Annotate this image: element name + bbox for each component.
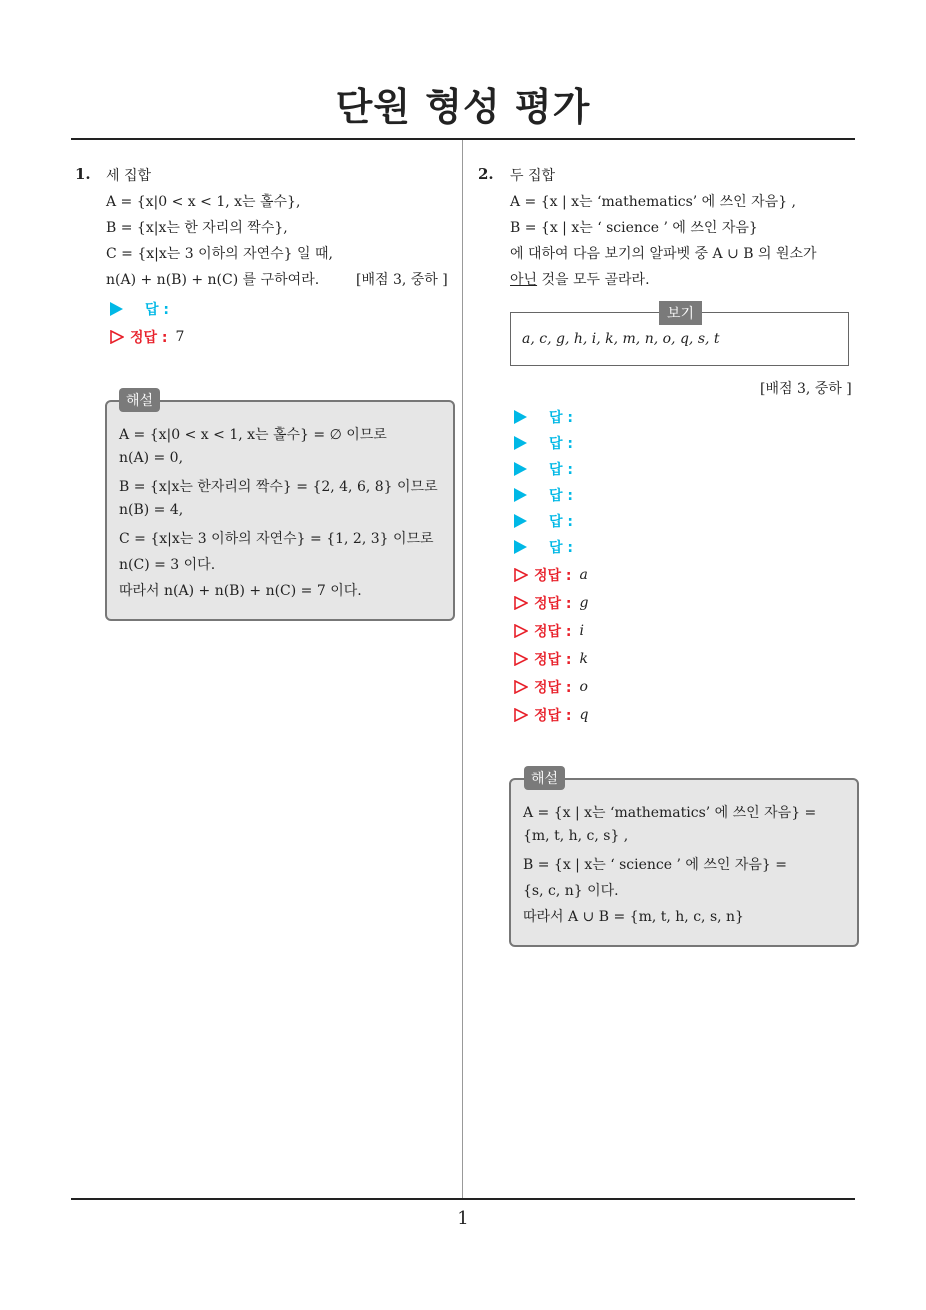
explanation-line: 따라서 n(A) + n(B) + n(C) = 7 이다. [119, 583, 362, 599]
correct-answer-row [514, 565, 588, 585]
question-line: A = {x|0 < x < 1, x는 홀수}, [106, 194, 301, 210]
correct-label: 정답 : [534, 680, 572, 696]
answer-label: 답 : [145, 302, 169, 318]
correct-answer-row [514, 705, 589, 725]
correct-answer-row [110, 327, 184, 347]
correct-value: k [579, 651, 589, 667]
correct-answer-row [514, 649, 588, 669]
outline-triangle-icon [514, 652, 528, 666]
outline-triangle-icon [514, 596, 528, 610]
answer-row[interactable] [514, 485, 573, 505]
explanation-line: {m, t, h, c, s} , [523, 828, 629, 844]
answer-label: 답 : [549, 488, 573, 504]
explanation-line: 따라서 A ∪ B = {m, t, h, c, s, n} [523, 909, 744, 925]
explanation-line: n(C) = 3 이다. [119, 557, 216, 573]
example-content: a, c, g, h, i, k, m, n, o, q, s, t [522, 331, 720, 347]
correct-label: 정답 : [534, 708, 572, 724]
question-line: 에 대하여 다음 보기의 알파벳 중 A ∪ B 의 원소가 [510, 246, 817, 262]
correct-label: 정답 : [130, 330, 168, 346]
correct-value: g [579, 595, 589, 611]
answer-label: 답 : [549, 462, 573, 478]
example-tag: 보기 [659, 301, 702, 325]
outline-triangle-icon [514, 680, 528, 694]
question-line [510, 269, 650, 289]
answer-row[interactable] [514, 537, 573, 557]
answer-label: 답 : [549, 410, 573, 426]
answer-label: 답 : [549, 540, 573, 556]
question-line: B = {x | x는 ‘ science ’ 에 쓰인 자음} [510, 220, 758, 236]
explanation-line: C = {x|x는 3 이하의 자연수} = {1, 2, 3} 이므로 [119, 531, 434, 547]
explanation-line: {s, c, n} 이다. [523, 883, 619, 899]
question-line: B = {x|x는 한 자리의 짝수}, [106, 220, 288, 236]
question-number: 1. [75, 165, 91, 183]
correct-answer-row [514, 621, 584, 641]
answer-row[interactable] [110, 299, 169, 319]
correct-value: 7 [175, 329, 185, 345]
question-intro: 세 집합 [106, 168, 152, 184]
correct-label: 정답 : [534, 652, 572, 668]
play-icon [110, 302, 123, 316]
column-divider [462, 140, 463, 1200]
correct-value: a [579, 567, 588, 583]
question-line-rest: 것을 모두 골라라. [537, 272, 650, 288]
question-line: n(A) + n(B) + n(C) 를 구하여라. [106, 272, 320, 288]
page-number: 1 [457, 1208, 469, 1229]
outline-triangle-icon [514, 568, 528, 582]
bottom-rule [71, 1198, 855, 1200]
correct-value: i [579, 623, 585, 639]
explanation-line: B = {x|x는 한자리의 짝수} = {2, 4, 6, 8} 이므로 [119, 479, 438, 495]
outline-triangle-icon [514, 624, 528, 638]
explanation-line: n(B) = 4, [119, 502, 184, 518]
page-title: 단원 형성 평가 [335, 85, 591, 129]
answer-row[interactable] [514, 511, 573, 531]
correct-label: 정답 : [534, 568, 572, 584]
explanation-box [509, 778, 859, 947]
play-icon [514, 488, 527, 502]
play-icon [514, 462, 527, 476]
play-icon [514, 410, 527, 424]
correct-value: q [579, 707, 589, 723]
outline-triangle-icon [514, 708, 528, 722]
outline-triangle-icon [110, 330, 124, 344]
explanation-tag: 해설 [524, 766, 565, 790]
score-label: [배점 3, 중하 ] [356, 272, 448, 288]
answer-row[interactable] [514, 407, 573, 427]
explanation-line: n(A) = 0, [119, 450, 184, 466]
explanation-line: A = {x|0 < x < 1, x는 홀수} = ∅ 이므로 [119, 427, 387, 443]
explanation-tag: 해설 [119, 388, 160, 412]
answer-row[interactable] [514, 433, 573, 453]
play-icon [514, 540, 527, 554]
correct-label: 정답 : [534, 596, 572, 612]
question-line: A = {x | x는 ‘mathematics’ 에 쓰인 자음} , [510, 194, 797, 210]
correct-answer-row [514, 677, 588, 697]
correct-answer-row [514, 593, 589, 613]
explanation-line: B = {x | x는 ‘ science ’ 에 쓰인 자음} = [523, 857, 787, 873]
question-number: 2. [478, 165, 494, 183]
question-line: C = {x|x는 3 이하의 자연수} 일 때, [106, 246, 333, 262]
question-intro: 두 집합 [510, 168, 556, 184]
correct-label: 정답 : [534, 624, 572, 640]
underlined-word: 아닌 [510, 272, 538, 288]
explanation-box [105, 400, 455, 621]
answer-row[interactable] [514, 459, 573, 479]
play-icon [514, 514, 527, 528]
answer-label: 답 : [549, 436, 573, 452]
play-icon [514, 436, 527, 450]
score-label: [배점 3, 중하 ] [760, 381, 852, 397]
top-rule [71, 138, 855, 140]
correct-value: o [579, 679, 588, 695]
explanation-line: A = {x | x는 ‘mathematics’ 에 쓰인 자음} = [523, 805, 817, 821]
answer-label: 답 : [549, 514, 573, 530]
